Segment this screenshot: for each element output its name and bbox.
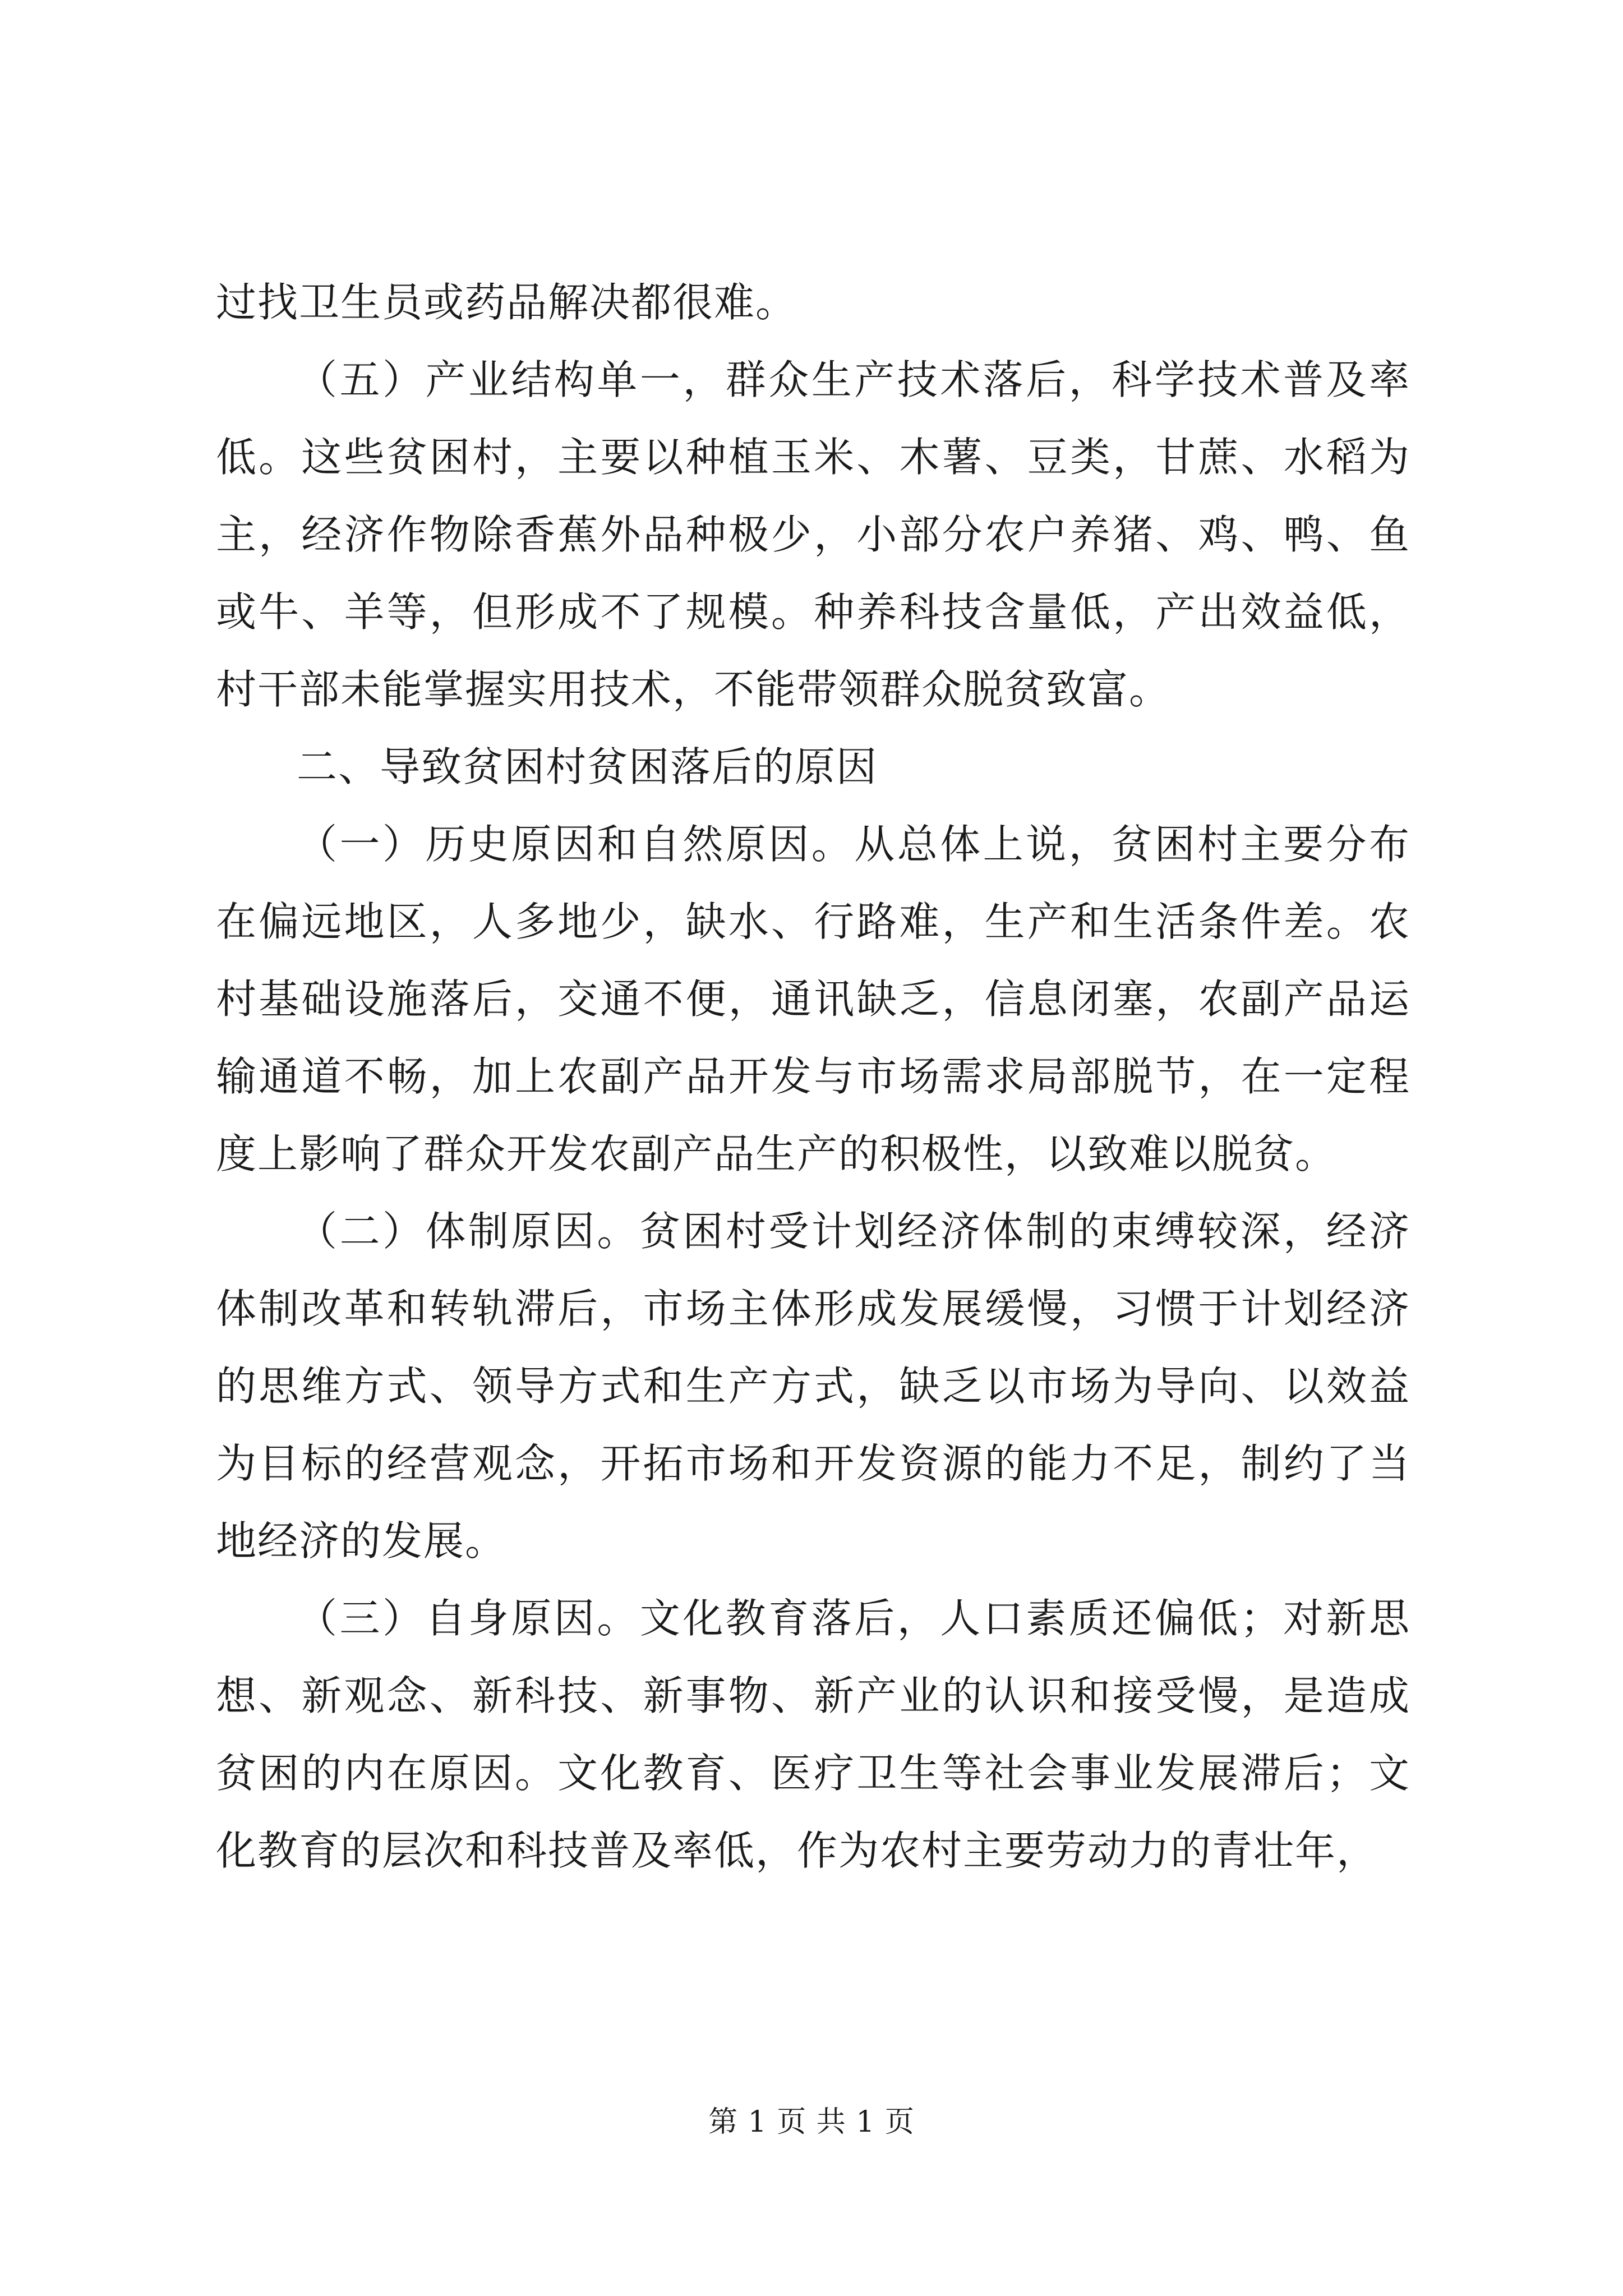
page-footer: 第 1 页 共 1 页 <box>708 2105 915 2139</box>
section-heading: 二、导致贫困村贫困落后的原因 <box>297 743 878 790</box>
paragraph-2: （五）产业结构单一，群众生产技术落后，科学技术普及率低。这些贫困村，主要以种植玉米、木薯、豆类，甘蔗、水稻为主，经济作物除香蕉外品种极少，小部分农户养猪、鸡、鸭、鱼或牛、羊等，但形成不了规模。种养科技含量低，产出效益低，村干部未能掌握实用技术，不能带领群众脱贫致富。 <box>216 356 1410 713</box>
document-body <box>216 264 1410 1889</box>
paragraph-1: 过找卫生员或药品解决都很难。 <box>216 279 797 326</box>
paragraph-4: （二）体制原因。贫困村受计划经济体制的束缚较深，经济体制改革和转轨滞后，市场主体形成发展缓慢，习惯于计划经济的思维方式、领导方式和生产方式，缺乏以市场为导向、以效益为目标的经营观念，开拓市场和开发资源的能力不足，制约了当地经济的发展。 <box>216 1208 1410 1565</box>
paragraph-3: （一）历史原因和自然原因。从总体上说，贫困村主要分布在偏远地区，人多地少，缺水、行路难，生产和生活条件差。农村基础设施落后，交通不便，通讯缺乏，信息闭塞，农副产品运输通道不畅，加上农副产品开发与市场需求局部脱节，在一定程度上影响了群众开发农副产品生产的积极性，以致难以脱贫。 <box>216 821 1410 1177</box>
paragraph-5: （三）自身原因。文化教育落后，人口素质还偏低；对新思想、新观念、新科技、新事物、新产业的认识和接受慢，是造成贫困的内在原因。文化教育、医疗卫生等社会事业发展滞后；文化教育的层次和科技普及率低，作为农村主要劳动力的青壮年， <box>216 1595 1410 1874</box>
